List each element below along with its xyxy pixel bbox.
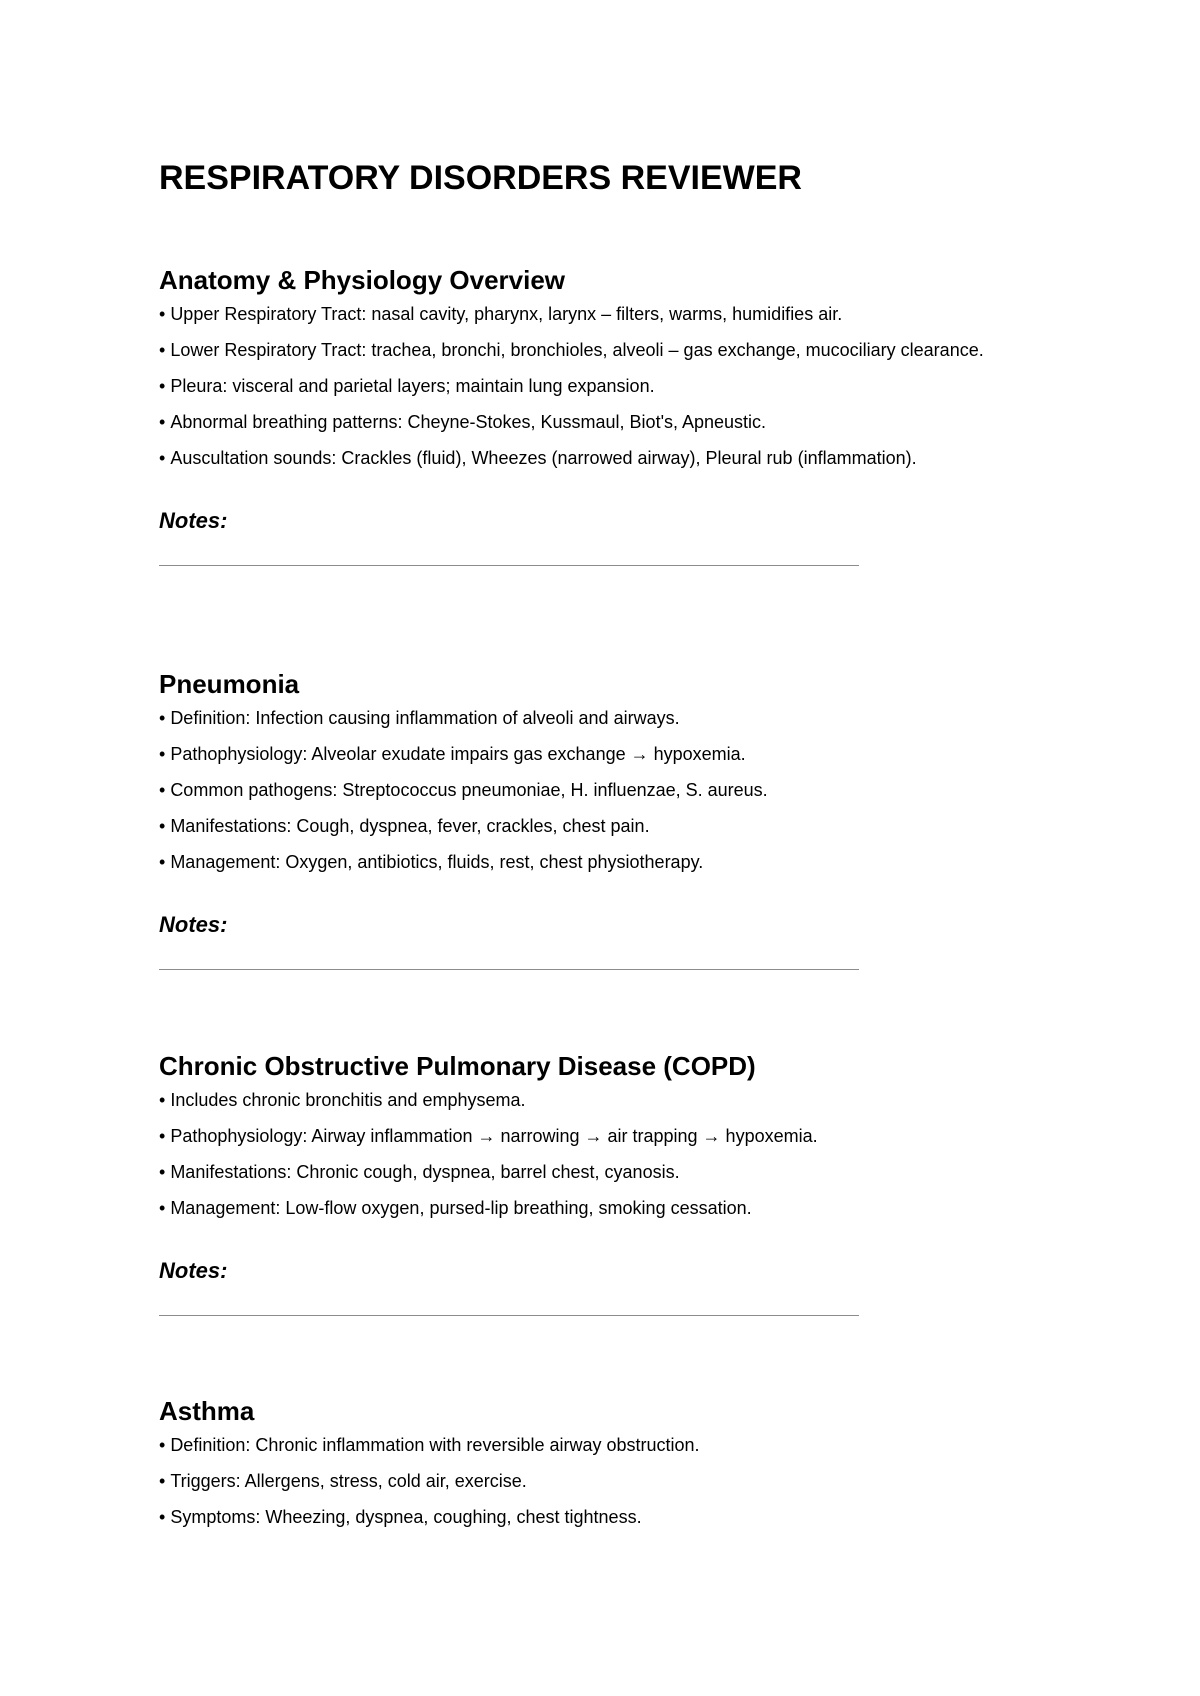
bullet-item: • Auscultation sounds: Crackles (fluid), Wheezes (narrowed airway), Pleural rub (inflammation). (159, 446, 1019, 471)
notes-label: Notes: (159, 1258, 228, 1283)
bullet-item: • Definition: Infection causing inflammation of alveoli and airways. (159, 706, 1019, 731)
notes-label: Notes: (159, 508, 228, 533)
bullet-item: • Management: Oxygen, antibiotics, fluids, rest, chest physiotherapy. (159, 850, 1019, 875)
bullet-list (159, 1433, 1039, 1530)
section-anatomy-physiology (159, 264, 1039, 566)
bullet-item: • Common pathogens: Streptococcus pneumoniae, H. influenzae, S. aureus. (159, 778, 1019, 803)
bullet-item: • Management: Low-flow oxygen, pursed-lip breathing, smoking cessation. (159, 1196, 1019, 1221)
notes-label: Notes: (159, 912, 228, 937)
section-pneumonia (159, 668, 1039, 970)
bullet-item: • Pathophysiology: Alveolar exudate impairs gas exchange → hypoxemia. (159, 742, 1019, 767)
section-copd (159, 1050, 1039, 1316)
bullet-list (159, 302, 1039, 471)
bullet-list (159, 706, 1039, 875)
section-heading: Chronic Obstructive Pulmonary Disease (COPD) (159, 1051, 756, 1081)
section-heading: Pneumonia (159, 669, 300, 699)
bullet-item: • Manifestations: Chronic cough, dyspnea, barrel chest, cyanosis. (159, 1160, 1019, 1185)
bullet-item: • Triggers: Allergens, stress, cold air, exercise. (159, 1469, 1019, 1494)
notes-line[interactable] (159, 565, 859, 566)
bullet-item: • Upper Respiratory Tract: nasal cavity, pharynx, larynx – filters, warms, humidifies air. (159, 302, 1019, 327)
section-asthma (159, 1395, 1039, 1541)
bullet-item: • Symptoms: Wheezing, dyspnea, coughing, chest tightness. (159, 1505, 1019, 1530)
bullet-item: • Abnormal breathing patterns: Cheyne-Stokes, Kussmaul, Biot's, Apneustic. (159, 410, 1019, 435)
bullet-item: • Pleura: visceral and parietal layers; maintain lung expansion. (159, 374, 1019, 399)
bullet-item: • Includes chronic bronchitis and emphysema. (159, 1088, 1019, 1113)
bullet-item: • Manifestations: Cough, dyspnea, fever, crackles, chest pain. (159, 814, 1019, 839)
notes-line[interactable] (159, 969, 859, 970)
document-title: RESPIRATORY DISORDERS REVIEWER (159, 159, 802, 197)
bullet-item: • Pathophysiology: Airway inflammation → narrowing → air trapping → hypoxemia. (159, 1124, 1019, 1149)
bullet-item: • Lower Respiratory Tract: trachea, bronchi, bronchioles, alveoli – gas exchange, mucociliary clearance. (159, 338, 1019, 363)
notes-line[interactable] (159, 1315, 859, 1316)
section-heading: Asthma (159, 1396, 255, 1426)
bullet-item: • Definition: Chronic inflammation with reversible airway obstruction. (159, 1433, 1019, 1458)
bullet-list (159, 1088, 1039, 1221)
section-heading: Anatomy & Physiology Overview (159, 265, 566, 295)
